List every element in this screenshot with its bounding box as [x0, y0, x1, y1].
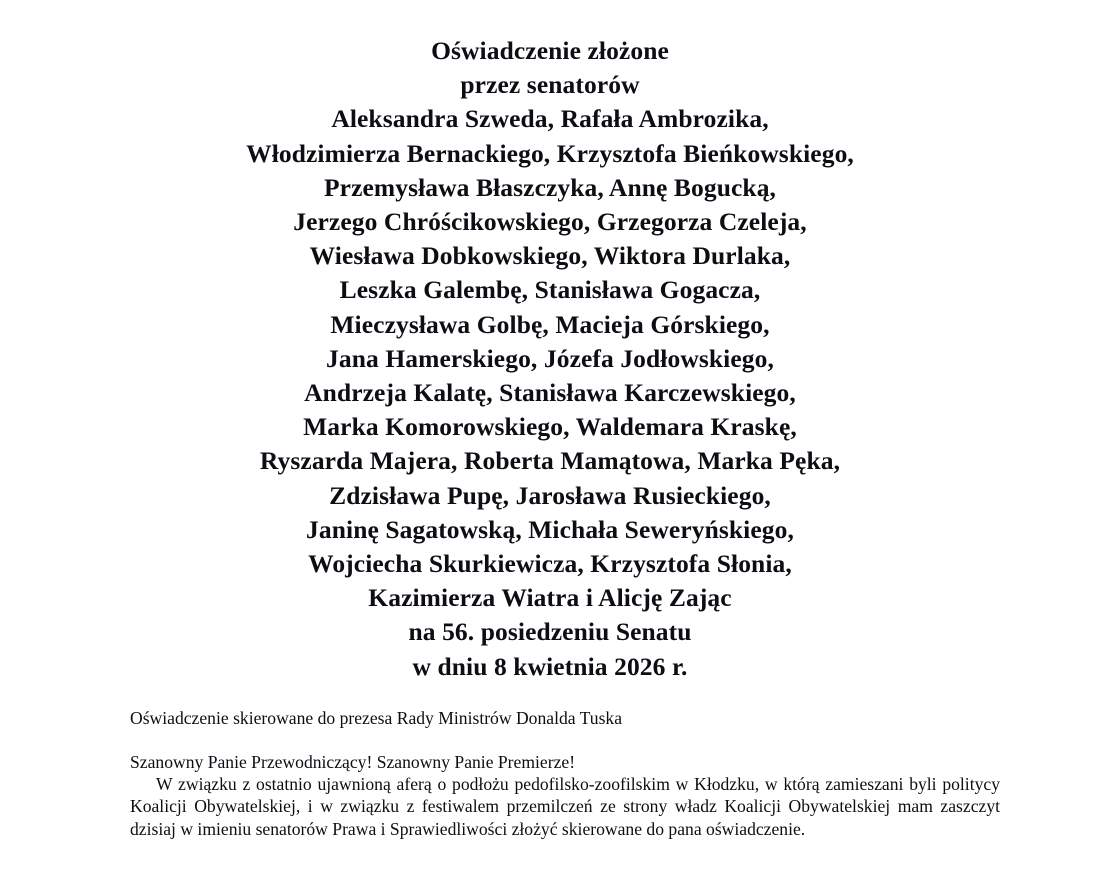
heading-line: Kazimierza Wiatra i Alicję Zając [368, 583, 732, 613]
heading-line: Wiesława Dobkowskiego, Wiktora Durlaka, [309, 241, 791, 271]
heading-line: Przemysława Błaszczyka, Annę Bogucką, [323, 172, 777, 202]
heading-line: Leszka Galembę, Stanisława Gogacza, [339, 275, 761, 305]
body-paragraph: W związku z ostatnio ujawnioną aferą o podłożu pedofilsko-zoofilskim w Kłodzku, w którą zamieszani byli politycy Koalicji Obywatelskiej, i w związku z festiwalem przemilczeń ze strony władz Koalicji Obywatelskiej mam zaszczyt dzisiaj w imieniu senatorów Prawa i Sprawiedliwości złożyć skierowane do pana oświadczenie. [130, 773, 1000, 839]
heading-line: Wojciecha Skurkiewicza, Krzysztofa Słonia, [308, 549, 792, 579]
salutation-line: Szanowny Panie Przewodniczący! Szanowny Panie Premierze! [130, 751, 576, 772]
heading-line: Włodzimierza Bernackiego, Krzysztofa Bieńkowskiego, [246, 138, 854, 168]
heading-line: Andrzeja Kalatę, Stanisława Karczewskiego, [304, 378, 796, 408]
heading-line: Mieczysława Golbę, Macieja Górskiego, [330, 309, 770, 339]
heading-line: Ryszarda Majera, Roberta Mamątowa, Marka Pęka, [259, 446, 841, 476]
heading-line: Janinę Sagatowską, Michała Seweryńskiego, [306, 514, 794, 544]
statement-body [0, 707, 1100, 840]
heading-line-session: na 56. posiedzeniu Senatu [408, 617, 692, 647]
heading-line: Marka Komorowskiego, Waldemara Kraskę, [303, 412, 797, 442]
heading-line: Oświadczenie złożone [431, 36, 669, 65]
heading-line: Zdzisława Pupę, Jarosława Rusieckiego, [329, 480, 771, 510]
heading-line: Jana Hamerskiego, Józefa Jodłowskiego, [326, 343, 774, 373]
heading-line: przez senatorów [460, 70, 640, 100]
heading-line: Aleksandra Szweda, Rafała Ambrozika, [331, 104, 769, 134]
heading-line: Jerzego Chróścikowskiego, Grzegorza Czeleja, [293, 207, 807, 237]
addressee-line: Oświadczenie skierowane do prezesa Rady Ministrów Donalda Tuska [130, 707, 623, 728]
heading-line-date: w dniu 8 kwietnia 2026 r. [412, 651, 688, 681]
